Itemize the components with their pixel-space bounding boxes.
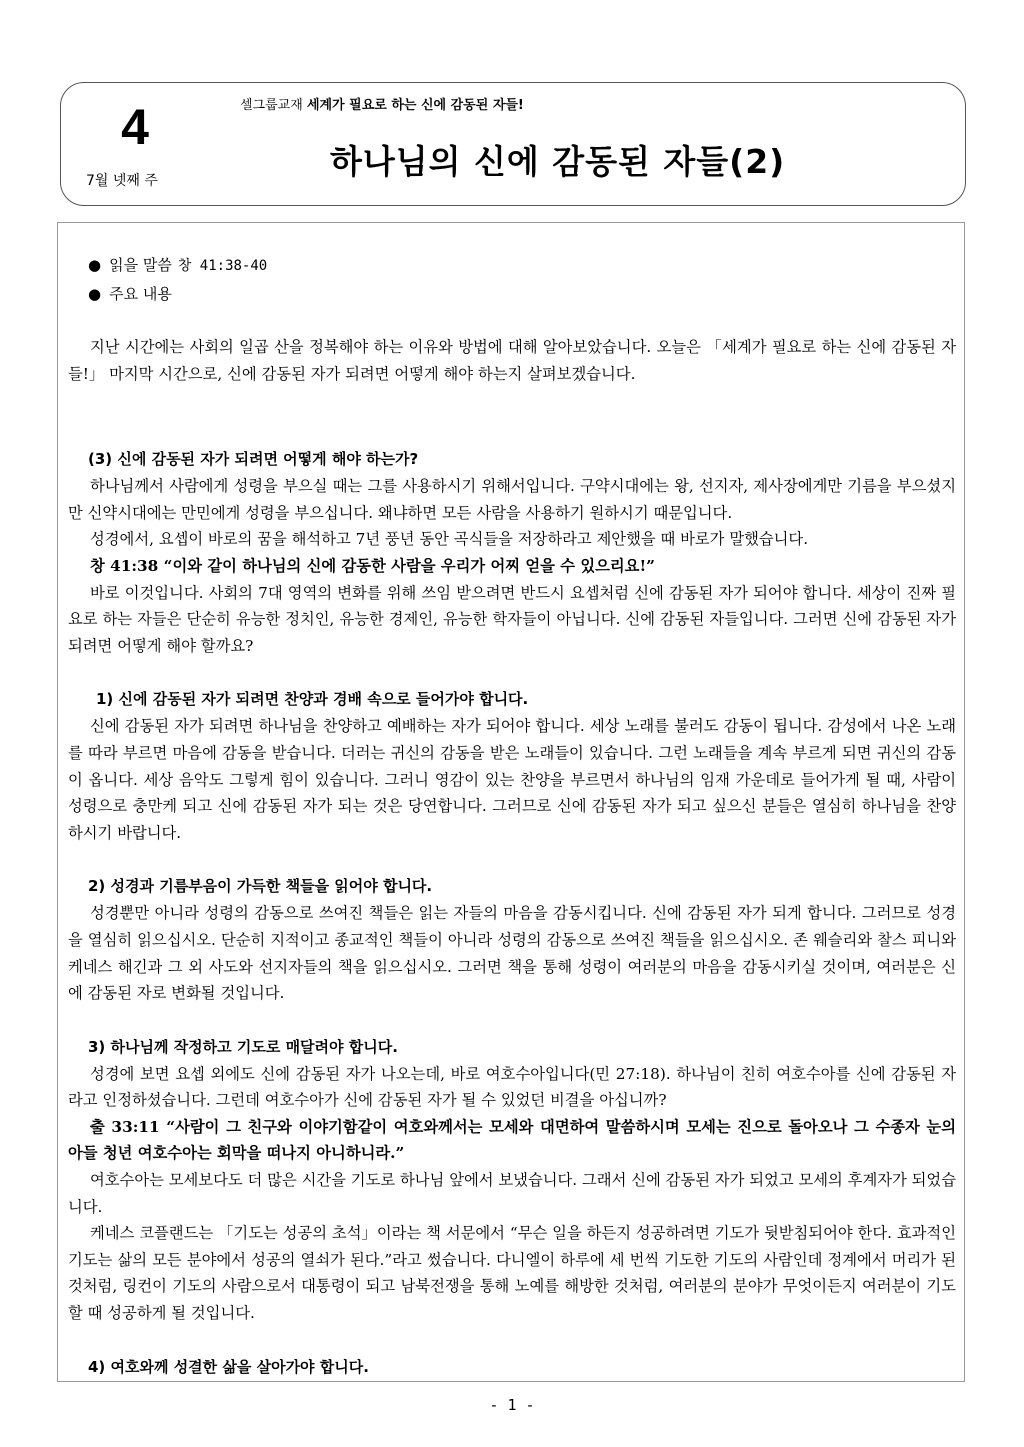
paragraph: 성경뿐만 아니라 성령의 감동으로 쓰여진 책들은 읽는 자들의 마음을 감동시킵니다. 신에 감동된 자가 되게 합니다. 그러므로 성경을 열심히 읽으십시오. 단순히 지적이고 종교적인 책들이 아니라 성령의 감동으로 쓰여진 책들을 읽으십시오. 존 웨슬리와 찰스 피니와 케네스 해긴과 그 외 사도와 선지자들의 책을 읽으십시오. 그러면 책을 통해 성령이 여러분의 마음을 감동시키실 것이며, 여러분은 신에 감동된 자로 변화될 것입니다. [68, 904, 956, 1003]
summary-label: 주요 내용 [109, 285, 172, 303]
reading-reference: 창 41:38-40 [177, 258, 268, 274]
summary-line [68, 280, 956, 308]
page-number: - 1 - [489, 1396, 535, 1414]
subsection-heading: 4) 여호와께 성결한 삶을 살아가야 합니다. [88, 1357, 369, 1376]
scripture-quote: 창 41:38 “이와 같이 하나님의 신에 감동한 사람을 우리가 어찌 얻을 수 있으리요!” [90, 556, 655, 575]
paragraph: 하나님께서 사람에게 성령을 부으실 때는 그를 사용하시기 위해서입니다. 구약시대에는 왕, 선지자, 제사장에게만 기름을 부으셨지만 신약시대에는 만민에게 성령을 부으십니다. 왜냐하면 모든 사람을 사용하기 원하시기 때문입니다. [68, 477, 956, 522]
scripture-quote: 출 33:11 “사람이 그 친구와 이야기함같이 여호와께서는 모세와 대면하여 말씀하시며 모세는 진으로 돌아오나 그 수종자 눈의 아들 청년 여호수아는 회막을 떠나지 아니하니라.” [68, 1117, 956, 1163]
reading-label: 읽을 말씀 [109, 256, 172, 274]
lesson-number: 4 [121, 99, 149, 155]
series-line [240, 94, 524, 113]
paragraph: 신에 감동된 자가 되려면 하나님을 찬양하고 예배하는 자가 되어야 합니다. 세상 노래를 불러도 감동이 됩니다. 감성에서 나온 노래를 따라 부르면 마음에 감동을 받습니다. 더러는 귀신의 감동을 받은 노래들이 있습니다. 그런 노래들을 계속 부르게 되면 귀신의 감동이 옵니다. 세상 음악도 그렇게 힘이 있습니다. 그러니 영감이 있는 찬양을 부르면서 하나님의 임재 가운데로 들어가게 될 때, 사람이 성령으로 충만케 되고 신에 감동된 자가 되는 것은 당연합니다. 그러므로 신에 감동된 자가 되고 싶으신 분들은 열심히 하나님을 찬양하시기 바랍니다. [68, 717, 956, 842]
page-title: 하나님의 신에 감동된 자들(2) [330, 142, 786, 181]
series-title: 세계가 필요로 하는 신에 감동된 자들! [306, 98, 524, 113]
paragraph: 성경에 보면 요셉 외에도 신에 감동된 자가 나오는데, 바로 여호수아입니다(민 27:18). 하나님이 친히 여호수아를 신에 감동된 자라고 인정하셨습니다. 그런데 여호수아가 신에 감동된 자가 될 수 있었던 비결을 아십니까? [68, 1064, 956, 1110]
subsection-heading: 3) 하나님께 작정하고 기도로 매달려야 합니다. [88, 1037, 398, 1056]
bullet-icon: ● [88, 256, 102, 274]
paragraph: 여호수아는 모세보다도 더 많은 시간을 기도로 하나님 앞에서 보냈습니다. 그래서 신에 감동된 자가 되었고 모세의 후계자가 되었습니다. [68, 1171, 956, 1216]
content-box [57, 222, 965, 1382]
lesson-week: 7월 넷째 주 [86, 173, 158, 189]
bullet-icon: ● [88, 285, 102, 303]
paragraph: 케네스 코플랜드는 「기도는 성공의 초석」이라는 책 서문에서 “무슨 일을 하든지 성공하려면 기도가 뒷받침되어야 한다. 효과적인 기도는 삶의 모든 분야에서 성공의 열쇠가 된다.”라고 썼습니다. 다니엘이 하루에 세 번씩 기도한 기도의 사람인데 정계에서 머리가 된 것처럼, 링컨이 기도의 사람으로서 대통령이 되고 남북전쟁을 통해 노예를 해방한 것처럼, 여러분의 분야가 무엇이든지 여러분이 기도할 때 성공하게 될 것입니다. [68, 1224, 956, 1323]
content-body [68, 251, 956, 1382]
paragraph: 바로 이것입니다. 사회의 7대 영역의 변화를 위해 쓰임 받으려면 반드시 요셉처럼 신에 감동된 자가 되어야 합니다. 세상이 진짜 필요로 하는 자들은 단순히 유능한 정치인, 유능한 경제인, 유능한 학자들이 아닙니다. 신에 감동된 자들입니다. 그러면 신에 감동된 자가 되려면 어떻게 해야 할까요? [68, 583, 956, 655]
subsection-heading: 1) 신에 감동된 자가 되려면 찬양과 경배 속으로 들어가야 합니다. [96, 690, 529, 709]
section-heading: (3) 신에 감동된 자가 되려면 어떻게 해야 하는가? [88, 450, 419, 469]
intro-paragraph: 지난 시간에는 사회의 일곱 산을 정복해야 하는 이유와 방법에 대해 알아보았습니다. 오늘은 「세계가 필요로 하는 신에 감동된 자들!」 마지막 시간으로, 신에 감동된 자가 되려면 어떻게 해야 하는지 살펴보겠습니다. [68, 338, 956, 383]
reading-line [68, 251, 956, 280]
series-prefix: 셀그룹교재 [240, 98, 307, 113]
paragraph: 성경에서, 요셉이 바로의 꿈을 해석하고 7년 풍년 동안 곡식들을 저장하라고 제안했을 때 바로가 말했습니다. [90, 530, 809, 549]
paragraph [68, 1381, 956, 1382]
subsection-heading: 2) 성경과 기름부음이 가득한 책들을 읽어야 합니다. [88, 877, 433, 896]
